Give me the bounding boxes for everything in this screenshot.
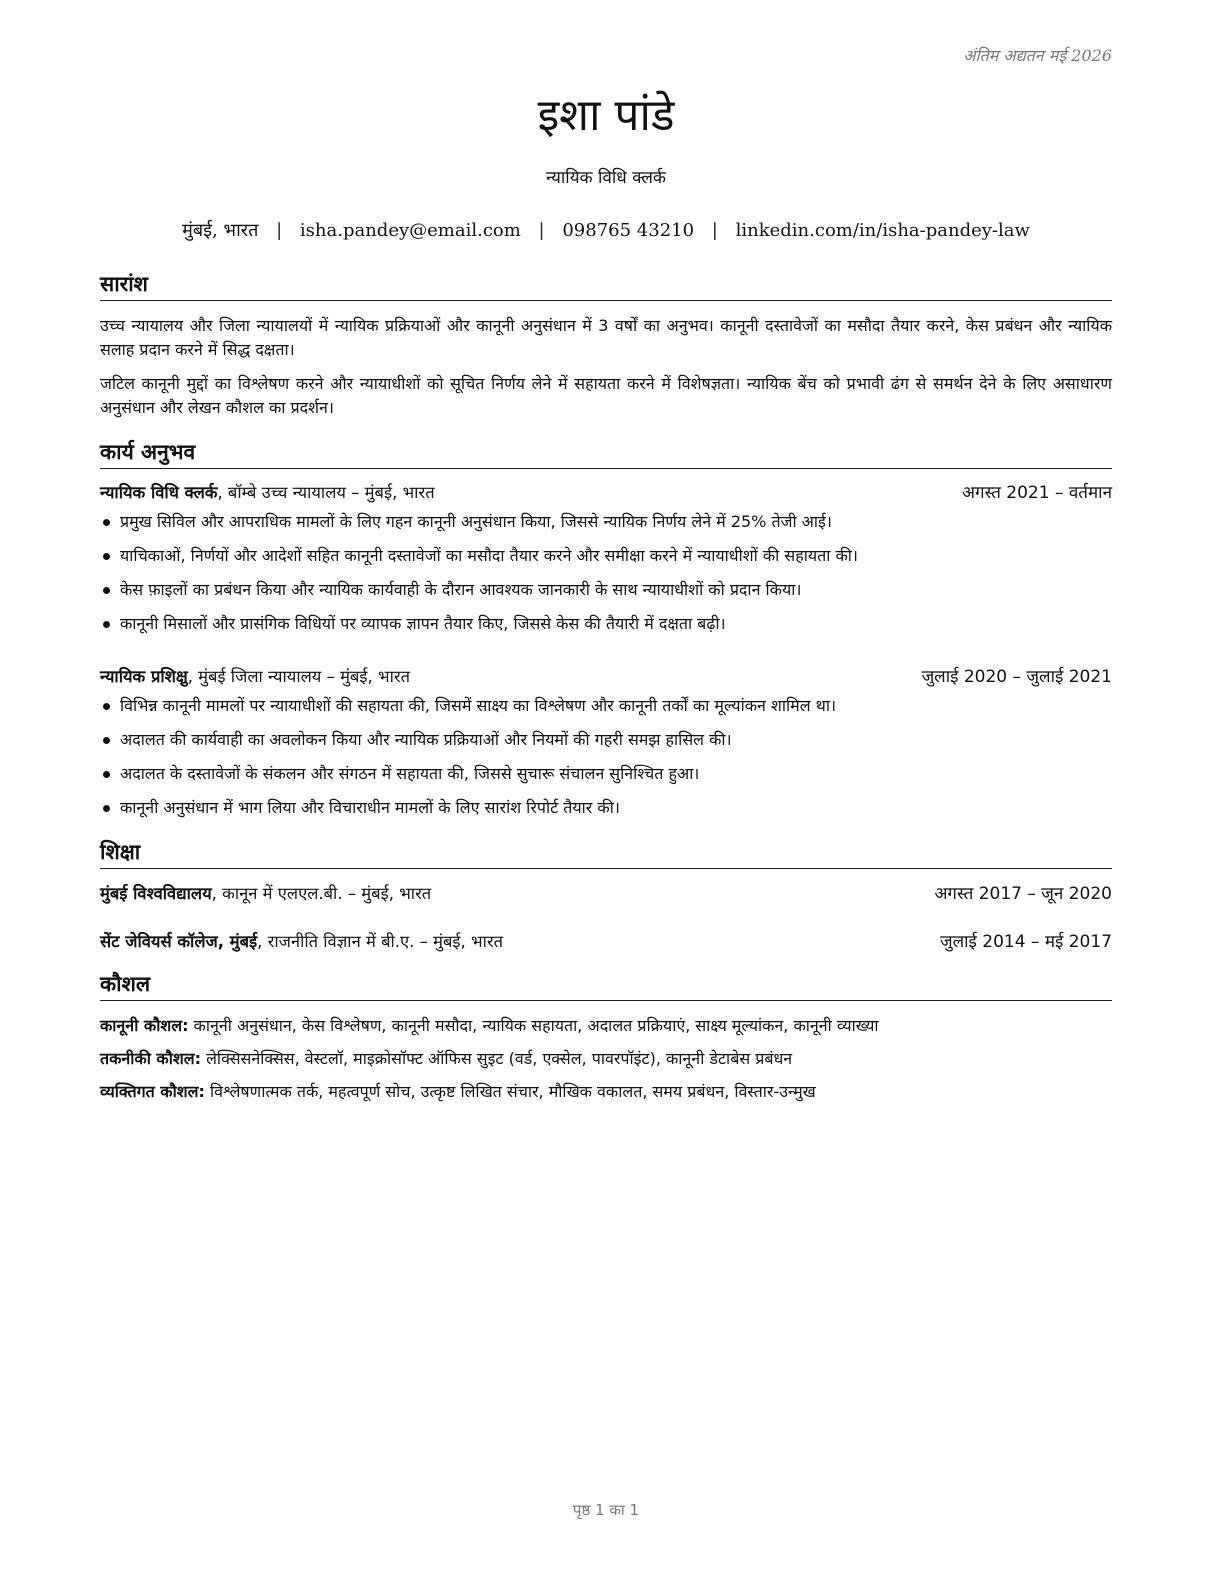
list-item — [100, 689, 1112, 723]
job-1-bullet-2: याचिकाओं, निर्णयों और आदेशों सहित कानूनी दस्तावेजों का मसौदा तैयार करने और समीक्षा करने में न्यायाधीशों की सहायता की। — [120, 546, 858, 565]
job-2-bullet-1: विभिन्न कानूनी मामलों पर न्यायाधीशों की सहायता की, जिसमें साक्ष्य का विश्लेषण और कानूनी तर्कों का मूल्यांकन शामिल था। — [120, 696, 837, 715]
education-1-detail: , कानून में एलएल.बी. – मुंबई, भारत — [211, 884, 432, 903]
skills-personal — [100, 1079, 1112, 1105]
job-1-bullet-4: कानूनी मिसालों और प्रासंगिक विधियों पर व्यापक ज्ञापन तैयार किए, जिससे केस की तैयारी में दक्षता बढ़ी। — [120, 614, 726, 633]
list-item — [100, 505, 1112, 539]
job-1-header — [100, 480, 1112, 506]
list-item — [100, 723, 1112, 757]
resume-page — [100, 0, 1112, 1584]
contact-email[interactable]: isha.pandey@email.com — [299, 220, 521, 241]
skills-personal-label: व्यक्तिगत कौशल: — [100, 1082, 205, 1101]
bullet-icon — [103, 587, 110, 594]
bullet-icon — [103, 519, 110, 526]
job-1-org: , बॉम्बे उच्च न्यायालय – मुंबई, भारत — [217, 483, 435, 502]
education-2-line — [100, 929, 503, 955]
job-2-bullet-3: अदालत के दस्तावेजों के संकलन और संगठन में सहायता की, जिससे सुचारू संचालन सुनिश्चित हुआ। — [120, 764, 700, 783]
experience-heading: कार्य अनुभव — [100, 438, 1112, 469]
education-1-school: मुंबई विश्वविद्यालय — [100, 884, 212, 903]
education-1-dates: अगस्त 2017 – जून 2020 — [934, 884, 1112, 904]
contact-linkedin[interactable]: linkedin.com/in/isha-pandey-law — [735, 220, 1030, 241]
job-1-dates: अगस्त 2021 – वर्तमान — [962, 483, 1112, 503]
job-1-title: न्यायिक विधि क्लर्क — [100, 483, 218, 502]
list-item — [100, 607, 1112, 641]
education-2-dates: जुलाई 2014 – मई 2017 — [939, 932, 1112, 952]
contact-line — [100, 218, 1112, 244]
contact-separator: | — [711, 220, 718, 241]
skills-personal-value: विश्लेषणात्मक तर्क, महत्वपूर्ण सोच, उत्कृष्ट लिखित संचार, मौखिक वकालत, समय प्रबंधन, विस्तार-उन्मुख — [204, 1082, 816, 1101]
list-item — [100, 573, 1112, 607]
list-item — [100, 757, 1112, 791]
skills-technical-value: लेक्सिसनेक्सिस, वेस्टलॉ, माइक्रोसॉफ्ट ऑफिस सुइट (वर्ड, एक्सेल, पावरपॉइंट), कानूनी डेटाबेस प्रबंधन — [201, 1049, 793, 1068]
candidate-role: न्यायिक विधि क्लर्क — [546, 168, 666, 188]
contact-location: मुंबई, भारत — [182, 220, 259, 241]
candidate-name: इशा पांडे — [537, 90, 675, 141]
job-2-header — [100, 664, 1112, 690]
education-2-school: सेंट जेवियर्स कॉलेज, मुंबई — [100, 932, 258, 951]
job-2-bullet-2: अदालत की कार्यवाही का अवलोकन किया और न्यायिक प्रक्रियाओं और नियमों की गहरी समझ हासिल की। — [120, 730, 732, 749]
summary-paragraph-2: जटिल कानूनी मुद्दों का विश्लेषण करने और न्यायाधीशों को सूचित निर्णय लेने में सहायता करने में विशेषज्ञता। न्यायिक बेंच को प्रभावी ढंग से समर्थन देने के लिए असाधारण अनुसंधान और लेखन कौशल का प्रदर्शन। — [100, 374, 1112, 417]
job-1-bullet-1: प्रमुख सिविल और आपराधिक मामलों के लिए गहन कानूनी अनुसंधान किया, जिससे न्यायिक निर्णय लेने में 25% तेजी आई। — [120, 512, 832, 531]
bullet-icon — [103, 703, 110, 710]
skills-heading: कौशल — [100, 970, 1112, 1001]
education-1 — [100, 881, 1112, 907]
skills-legal-value: कानूनी अनुसंधान, केस विश्लेषण, कानूनी मसौदा, न्यायिक सहायता, अदालत प्रक्रियाएं, साक्ष्य मूल्यांकन, कानूनी व्याख्या — [188, 1016, 879, 1035]
education-2-detail: , राजनीति विज्ञान में बी.ए. – मुंबई, भारत — [257, 932, 504, 951]
education-1-line — [100, 881, 431, 907]
last-updated-note: अंतिम अद्यतन मई 2026 — [963, 46, 1112, 65]
job-2-bullet-4: कानूनी अनुसंधान में भाग लिया और विचाराधीन मामलों के लिए सारांश रिपोर्ट तैयार की। — [120, 798, 620, 817]
skills-technical-label: तकनीकी कौशल: — [100, 1049, 201, 1068]
skills-legal — [100, 1013, 1112, 1039]
list-item — [100, 539, 1112, 573]
summary-heading: सारांश — [100, 270, 1112, 301]
summary-paragraph-1: उच्च न्यायालय और जिला न्यायालयों में न्यायिक प्रक्रियाओं और कानूनी अनुसंधान में 3 वर्षों का अनुभव। कानूनी दस्तावेजों का मसौदा तैयार करने, केस प्रबंधन और न्यायिक सलाह प्रदान करने में सिद्ध दक्षता। — [100, 316, 1112, 359]
job-2-dates: जुलाई 2020 – जुलाई 2021 — [921, 667, 1112, 687]
job-2-org: , मुंबई जिला न्यायालय – मुंबई, भारत — [187, 667, 410, 686]
bullet-icon — [103, 553, 110, 560]
job-1-bullets — [100, 505, 1112, 641]
contact-phone: 098765 43210 — [562, 220, 695, 241]
job-1-title-line — [100, 480, 435, 506]
bullet-icon — [103, 737, 110, 744]
list-item — [100, 791, 1112, 825]
contact-separator: | — [538, 220, 545, 241]
job-2-title-line — [100, 664, 410, 690]
education-heading: शिक्षा — [100, 838, 1112, 869]
bullet-icon — [103, 805, 110, 812]
education-2 — [100, 929, 1112, 955]
job-1-bullet-3: केस फ़ाइलों का प्रबंधन किया और न्यायिक कार्यवाही के दौरान आवश्यक जानकारी के साथ न्यायाधीशों को प्रदान किया। — [120, 580, 802, 599]
bullet-icon — [103, 771, 110, 778]
skills-legal-label: कानूनी कौशल: — [100, 1016, 189, 1035]
job-2-title: न्यायिक प्रशिक्षु — [100, 667, 188, 686]
bullet-icon — [103, 621, 110, 628]
skills-technical — [100, 1046, 1112, 1072]
page-number: पृष्ठ 1 का 1 — [572, 1501, 640, 1519]
job-2-bullets — [100, 689, 1112, 825]
contact-separator: | — [276, 220, 283, 241]
